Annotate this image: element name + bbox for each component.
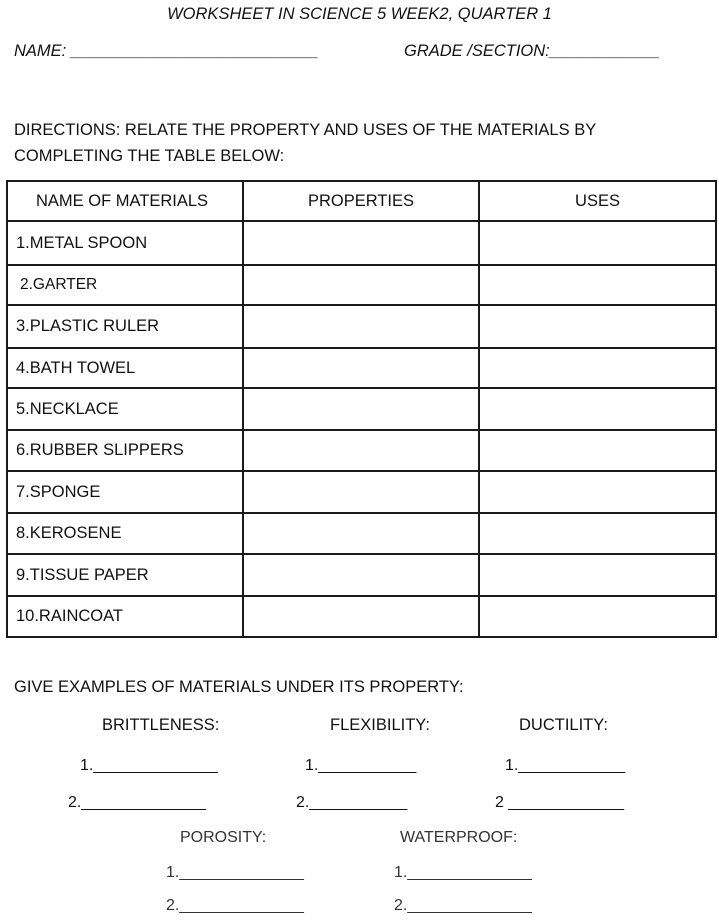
waterproof-answer-2[interactable]: 2.______________ <box>394 897 532 914</box>
table-row <box>7 513 716 554</box>
uses-cell[interactable] <box>479 388 716 430</box>
waterproof-label: WATERPROOF: <box>400 829 518 846</box>
table-row <box>7 265 716 305</box>
properties-cell[interactable] <box>243 430 479 471</box>
material-name: 8.KEROSENE <box>7 513 243 554</box>
material-name: 5.NECKLACE <box>7 388 243 430</box>
material-name: 4.BATH TOWEL <box>7 348 243 388</box>
brittleness-answer-1[interactable]: 1.______________ <box>80 757 218 774</box>
flexibility-answer-2[interactable]: 2.___________ <box>296 794 408 811</box>
examples-title: GIVE EXAMPLES OF MATERIALS UNDER ITS PROPERTY: <box>14 678 464 696</box>
column-header-properties: PROPERTIES <box>243 181 479 221</box>
materials-table <box>6 180 717 638</box>
worksheet-title: WORKSHEET IN SCIENCE 5 WEEK2, QUARTER 1 <box>167 5 552 23</box>
ductility-answer-2[interactable]: 2 _____________ <box>495 794 625 811</box>
uses-cell[interactable] <box>479 265 716 305</box>
porosity-answer-2[interactable]: 2.______________ <box>166 897 304 914</box>
table-row <box>7 305 716 348</box>
properties-cell[interactable] <box>243 471 479 513</box>
material-name: 1.METAL SPOON <box>7 221 243 265</box>
properties-cell[interactable] <box>243 305 479 348</box>
table-row <box>7 221 716 265</box>
flexibility-answer-1[interactable]: 1.___________ <box>305 757 417 774</box>
column-header-name: NAME OF MATERIALS <box>7 181 243 221</box>
column-header-uses: USES <box>479 181 716 221</box>
name-field-label: NAME: ___________________________ <box>14 42 319 60</box>
material-name: 6.RUBBER SLIPPERS <box>7 430 243 471</box>
table-row <box>7 471 716 513</box>
uses-cell[interactable] <box>479 430 716 471</box>
properties-cell[interactable] <box>243 596 479 637</box>
properties-cell[interactable] <box>243 348 479 388</box>
material-name: 7.SPONGE <box>7 471 243 513</box>
material-name: 3.PLASTIC RULER <box>7 305 243 348</box>
table-row <box>7 430 716 471</box>
porosity-label: POROSITY: <box>180 829 267 846</box>
properties-cell[interactable] <box>243 388 479 430</box>
table-row <box>7 348 716 388</box>
uses-cell[interactable] <box>479 348 716 388</box>
uses-cell[interactable] <box>479 554 716 596</box>
properties-cell[interactable] <box>243 265 479 305</box>
directions <box>14 117 596 169</box>
ductility-answer-1[interactable]: 1.____________ <box>505 757 626 774</box>
material-name: 10.RAINCOAT <box>7 596 243 637</box>
porosity-answer-1[interactable]: 1.______________ <box>166 864 304 881</box>
uses-cell[interactable] <box>479 596 716 637</box>
table-header-row <box>7 181 716 221</box>
brittleness-label: BRITTLENESS: <box>102 716 220 734</box>
directions-line-2: COMPLETING THE TABLE BELOW: <box>14 147 285 165</box>
waterproof-answer-1[interactable]: 1.______________ <box>394 864 532 881</box>
material-name: 2.GARTER <box>7 265 243 305</box>
uses-cell[interactable] <box>479 471 716 513</box>
table-row <box>7 596 716 637</box>
ductility-label: DUCTILITY: <box>519 716 608 734</box>
table-row <box>7 554 716 596</box>
table-row <box>7 388 716 430</box>
flexibility-label: FLEXIBILITY: <box>330 716 430 734</box>
brittleness-answer-2[interactable]: 2.______________ <box>68 794 206 811</box>
properties-cell[interactable] <box>243 554 479 596</box>
grade-section-field-label: GRADE /SECTION:____________ <box>404 42 660 60</box>
uses-cell[interactable] <box>479 221 716 265</box>
properties-cell[interactable] <box>243 513 479 554</box>
material-name: 9.TISSUE PAPER <box>7 554 243 596</box>
uses-cell[interactable] <box>479 305 716 348</box>
uses-cell[interactable] <box>479 513 716 554</box>
properties-cell[interactable] <box>243 221 479 265</box>
directions-line-1: DIRECTIONS: RELATE THE PROPERTY AND USES OF THE MATERIALS BY <box>14 121 597 139</box>
